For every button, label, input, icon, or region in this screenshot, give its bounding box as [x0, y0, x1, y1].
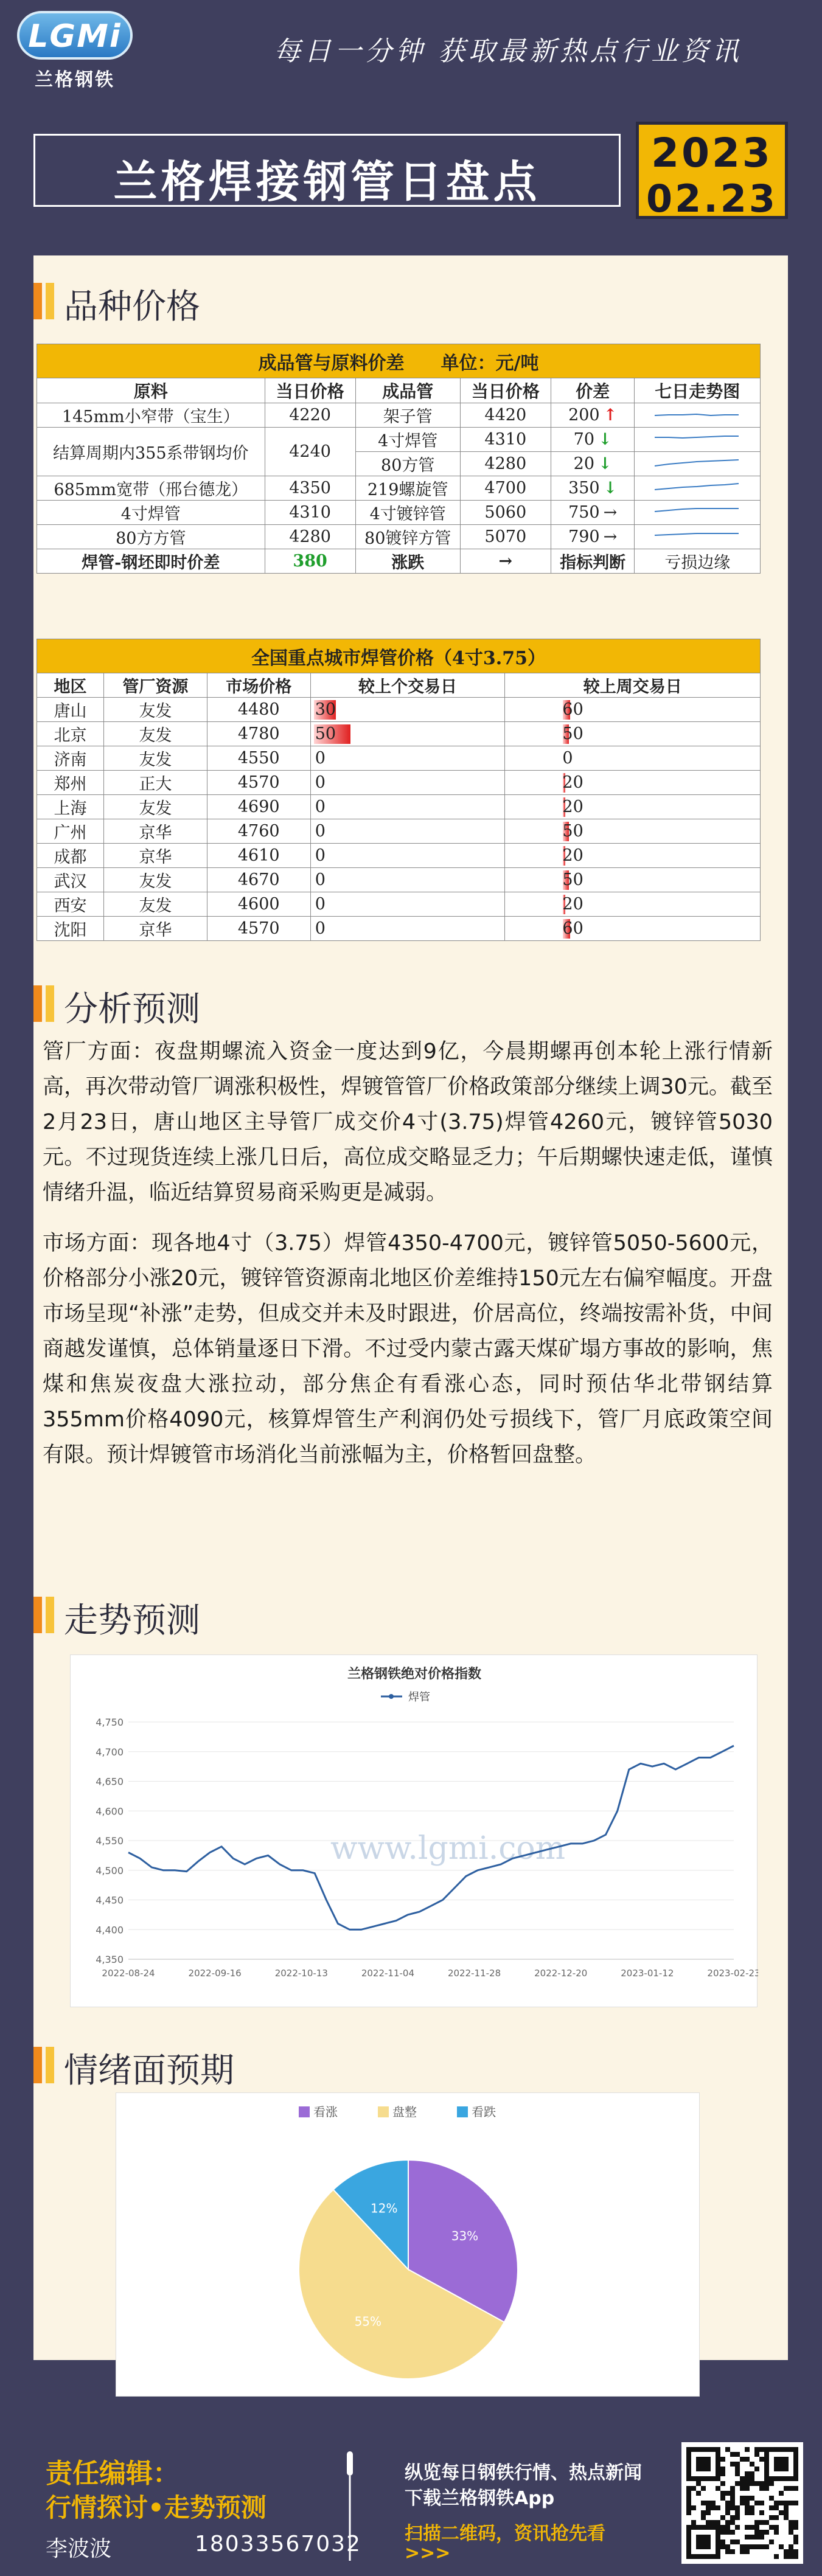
- day-change-cell: [310, 771, 505, 795]
- pipe-price: 4420: [460, 403, 551, 428]
- pipe-price: 5060: [460, 501, 551, 525]
- table-row: [37, 746, 761, 771]
- spread-cell: [551, 525, 635, 549]
- t1-header: 价差: [551, 378, 635, 403]
- qr-code-icon[interactable]: [681, 2442, 803, 2564]
- week-change-value: 20: [562, 895, 583, 914]
- city: 济南: [37, 746, 104, 771]
- day-change-cell: [310, 795, 505, 819]
- mill: 友发: [103, 698, 207, 722]
- legend-label: 看涨: [313, 2105, 338, 2119]
- day-change-value: 0: [315, 797, 326, 816]
- editor-name: 李波波: [46, 2536, 112, 2561]
- week-change-value: 20: [562, 797, 583, 816]
- market-price: 4550: [207, 746, 310, 771]
- day-change-cell: [310, 868, 505, 892]
- week-change-value: 50: [562, 822, 583, 841]
- footer: [0, 2427, 822, 2576]
- pipe-product: 219螺旋管: [355, 476, 460, 501]
- week-change-cell: [505, 892, 761, 917]
- day-change-cell: [310, 698, 505, 722]
- day-change-cell: [310, 917, 505, 941]
- spread-value: 750: [568, 503, 600, 522]
- table-row: [37, 698, 761, 722]
- legend-label: 盘整: [392, 2105, 417, 2119]
- price-index-chart: [70, 1654, 758, 2007]
- market-price: 4480: [207, 698, 310, 722]
- arrow-up-icon: ↑: [603, 406, 618, 425]
- market-price: 4600: [207, 892, 310, 917]
- table-row: [37, 771, 761, 795]
- page-title-box: [33, 134, 621, 207]
- t2-header: 地区: [37, 673, 104, 698]
- y-tick-label: 4,450: [96, 1894, 124, 1906]
- day-change-value: 30: [315, 700, 336, 719]
- sparkline: [652, 406, 743, 420]
- market-price: 4690: [207, 795, 310, 819]
- section-price-title: 品种价格: [64, 287, 200, 327]
- week-change-value: 50: [562, 724, 583, 743]
- mill: 京华: [103, 917, 207, 941]
- legend-swatch: [457, 2106, 468, 2117]
- spread-value: 20: [573, 454, 595, 473]
- market-price: 4780: [207, 722, 310, 746]
- market-price: 4570: [207, 771, 310, 795]
- mill: 友发: [103, 795, 207, 819]
- raw-material: 685mm宽带（邢台德龙）: [37, 476, 265, 501]
- sparkline-cell: [635, 428, 761, 452]
- price-spread-table: [37, 344, 761, 574]
- logo-text: LGMi: [28, 18, 122, 55]
- market-price: 4670: [207, 868, 310, 892]
- week-change-cell: [505, 722, 761, 746]
- mill: 京华: [103, 844, 207, 868]
- x-tick-label: 2022-11-28: [447, 1968, 501, 1979]
- legend-swatch: [299, 2106, 310, 2117]
- pipe-product: 4寸镀锌管: [355, 501, 460, 525]
- t2-header: 较上个交易日: [310, 673, 505, 698]
- city: 沈阳: [37, 917, 104, 941]
- sparkline-cell: [635, 525, 761, 549]
- analysis-market: 市场方面：现各地4寸（3.75）焊管4350-4700元，镀锌管5050-5600元，价格部分小涨20元，镀锌管资源南北地区价差维持150元左右偏窄幅度。开盘市场呈现“补涨”走势，但成交并未及时跟进，价居高位，终端按需补货，中间商越发谨慎，总体销量逐日下滑。不过受内蒙古露天煤矿塌方事故的影响，焦煤和焦炭夜盘大涨拉动，部分焦企有看涨心态，同时预估华北带钢结算355mm价格4090元，核算焊管生产利润仍处亏损线下，管厂月底政策空间有限。预计焊镀管市场消化当前涨幅为主，价格暂回盘整。: [43, 1231, 773, 1467]
- y-tick-label: 4,350: [96, 1954, 124, 1965]
- day-change-value: 0: [315, 895, 326, 914]
- raw-price: 4350: [265, 476, 355, 501]
- pie-chart-svg: [116, 2093, 700, 2397]
- slogan: 每日一分钟 获取最新热点行业资讯: [274, 36, 742, 67]
- mill: 友发: [103, 722, 207, 746]
- pie-label: 12%: [371, 2201, 398, 2216]
- lgmi-logo: [17, 11, 133, 90]
- city: 西安: [37, 892, 104, 917]
- day-change-cell: [310, 746, 505, 771]
- y-tick-label: 4,400: [96, 1924, 124, 1936]
- footer-line2: 下载兰格钢铁App: [405, 2488, 555, 2509]
- t1-header: 当日价格: [265, 378, 355, 403]
- pipe-price: 4700: [460, 476, 551, 501]
- week-change-value: 60: [562, 919, 583, 938]
- arrow-down-icon: ↓: [603, 479, 618, 498]
- table-row: [37, 819, 761, 844]
- pipe-price: 4280: [460, 452, 551, 476]
- microphone-icon: [341, 2451, 359, 2561]
- week-change-cell: [505, 795, 761, 819]
- pipe-product: 80镀锌方管: [355, 525, 460, 549]
- day-change-cell: [310, 892, 505, 917]
- table-row: [37, 428, 761, 452]
- t2-header: 较上周交易日: [505, 673, 761, 698]
- city-price-table: [37, 639, 761, 941]
- table2-title: 全国重点城市焊管价格（4寸3.75）: [37, 639, 761, 673]
- pipe-price: 5070: [460, 525, 551, 549]
- legend-swatch: [378, 2106, 389, 2117]
- table1-title: 成品管与原料价差 单位：元/吨: [37, 344, 761, 378]
- week-change-cell: [505, 917, 761, 941]
- arrow-down-icon: ↓: [598, 454, 612, 473]
- week-change-value: 20: [562, 846, 583, 865]
- page-title: 兰格焊接钢管日盘点: [113, 156, 541, 207]
- footer-line4: >>>: [405, 2543, 451, 2564]
- sparkline: [652, 479, 743, 493]
- watermark-text: www.lgmi.com: [330, 1830, 566, 1867]
- x-tick-label: 2023-02-23: [707, 1968, 758, 1979]
- date-box: [636, 122, 788, 219]
- legend-marker: [389, 1694, 394, 1699]
- city: 唐山: [37, 698, 104, 722]
- spread-value: 200: [568, 406, 600, 425]
- table-row: [37, 868, 761, 892]
- chart-title: 兰格钢铁绝对价格指数: [347, 1667, 482, 1682]
- y-tick-label: 4,500: [96, 1864, 124, 1876]
- analysis-mill: 管厂方面：夜盘期螺流入资金一度达到9亿，今晨期螺再创本轮上涨行情新高，再次带动管厂调涨积极性，焊镀管管厂价格政策部分继续上调30元。截至2月23日，唐山地区主导管厂成交价4寸(3.75)焊管4260元，镀锌管5030元。不过现货连续上涨几日后，高位成交略显乏力；午后期螺快速走低，谨慎情绪升温，临近结算贸易商采购更是减弱。: [43, 1040, 773, 1205]
- raw-material: 80方方管: [37, 525, 265, 549]
- day-change-value: 0: [315, 919, 326, 938]
- week-change-cell: [505, 868, 761, 892]
- table-row: [37, 525, 761, 549]
- mill: 京华: [103, 819, 207, 844]
- day-change-value: 0: [315, 822, 326, 841]
- sparkline: [652, 503, 743, 518]
- raw-price: 4220: [265, 403, 355, 428]
- sentiment-pie-chart: [116, 2092, 700, 2397]
- pipe-product: 4寸焊管: [355, 428, 460, 452]
- pipe-product: 80方管: [355, 452, 460, 476]
- table-row: [37, 844, 761, 868]
- raw-price: 4310: [265, 501, 355, 525]
- t1-header: 成品管: [355, 378, 460, 403]
- date: 02.23: [646, 176, 778, 221]
- y-tick-label: 4,550: [96, 1835, 124, 1847]
- year: 2023: [651, 130, 773, 176]
- y-tick-label: 4,600: [96, 1805, 124, 1817]
- pie-label: 33%: [451, 2229, 479, 2244]
- week-change-value: 0: [562, 749, 573, 768]
- spread-cell: [551, 403, 635, 428]
- section-sentiment-title: 情绪面预期: [64, 2051, 234, 2091]
- week-change-value: 20: [562, 773, 583, 792]
- section-analysis-title: 分析预测: [64, 990, 200, 1029]
- sparkline: [652, 454, 743, 469]
- day-change-cell: [310, 722, 505, 746]
- raw-material: 145mm小窄带（宝生）: [37, 403, 265, 428]
- y-tick-label: 4,650: [96, 1776, 124, 1788]
- mill: 正大: [103, 771, 207, 795]
- spread-value: 70: [573, 430, 595, 449]
- raw-price: 4240: [265, 428, 355, 476]
- t2-header: 市场价格: [207, 673, 310, 698]
- t2-header: 管厂资源: [103, 673, 207, 698]
- day-change-value: 0: [315, 773, 326, 792]
- pie-label: 55%: [354, 2314, 382, 2329]
- city: 广州: [37, 819, 104, 844]
- table-row: [37, 892, 761, 917]
- t1-header: 原料: [37, 378, 265, 403]
- mill: 友发: [103, 746, 207, 771]
- day-change-value: 0: [315, 846, 326, 865]
- raw-material: 4寸焊管: [37, 501, 265, 525]
- table-row: [37, 722, 761, 746]
- x-tick-label: 2022-10-13: [274, 1968, 328, 1979]
- week-change-cell: [505, 771, 761, 795]
- arrow-down-icon: ↓: [598, 430, 612, 449]
- sparkline-cell: [635, 476, 761, 501]
- day-change-value: 50: [315, 724, 336, 743]
- arrow-right-icon: →: [603, 527, 618, 546]
- logo-sub: 兰格钢铁: [35, 69, 115, 91]
- table-row: [37, 501, 761, 525]
- billet-spread-label: 焊管-钢坯即时价差: [37, 549, 265, 574]
- table-row: [37, 476, 761, 501]
- x-tick-label: 2022-09-16: [188, 1968, 242, 1979]
- indicator-value: 亏损边缘: [635, 549, 761, 574]
- spread-cell: [551, 501, 635, 525]
- week-change-value: 60: [562, 700, 583, 719]
- line-chart-svg: [71, 1655, 758, 2008]
- sparkline: [652, 527, 743, 542]
- change-label: 涨跌: [355, 549, 460, 574]
- sparkline: [652, 430, 743, 445]
- editor-label: 责任编辑：: [46, 2458, 179, 2489]
- sparkline-cell: [635, 403, 761, 428]
- spread-value: 790: [568, 527, 600, 546]
- x-tick-label: 2023-01-12: [621, 1968, 674, 1979]
- footer-line1: 纵览每日钢铁行情、热点新闻: [405, 2462, 642, 2484]
- y-tick-label: 4,750: [96, 1717, 124, 1728]
- arrow-right-icon: →: [603, 503, 618, 522]
- billet-spread-value: 380: [265, 549, 355, 574]
- day-change-value: 0: [315, 870, 326, 889]
- week-change-cell: [505, 844, 761, 868]
- spread-cell: [551, 428, 635, 452]
- legend-label: 看跌: [472, 2105, 496, 2119]
- table-row: [37, 917, 761, 941]
- table-row: [37, 795, 761, 819]
- city: 北京: [37, 722, 104, 746]
- week-change-cell: [505, 746, 761, 771]
- change-value: →: [460, 549, 551, 574]
- x-tick-label: 2022-08-24: [102, 1968, 155, 1979]
- week-change-cell: [505, 819, 761, 844]
- week-change-cell: [505, 698, 761, 722]
- pipe-product: 架子管: [355, 403, 460, 428]
- city: 武汉: [37, 868, 104, 892]
- market-price: 4760: [207, 819, 310, 844]
- mill: 友发: [103, 892, 207, 917]
- day-change-cell: [310, 819, 505, 844]
- city: 郑州: [37, 771, 104, 795]
- y-tick-label: 4,700: [96, 1746, 124, 1758]
- header: [0, 0, 822, 106]
- day-change-value: 0: [315, 749, 326, 768]
- day-change-cell: [310, 844, 505, 868]
- section-trend-title: 走势预测: [64, 1601, 200, 1640]
- x-tick-label: 2022-12-20: [534, 1968, 588, 1979]
- pipe-price: 4310: [460, 428, 551, 452]
- t1-header: 七日走势图: [635, 378, 761, 403]
- sparkline-cell: [635, 501, 761, 525]
- spread-cell: [551, 476, 635, 501]
- market-price: 4610: [207, 844, 310, 868]
- editor-phone: 18033567032: [195, 2532, 361, 2557]
- market-price: 4570: [207, 917, 310, 941]
- city: 上海: [37, 795, 104, 819]
- week-change-value: 50: [562, 870, 583, 889]
- spread-value: 350: [568, 479, 600, 498]
- t1-header: 当日价格: [460, 378, 551, 403]
- legend-label: 焊管: [408, 1691, 430, 1704]
- indicator-label: 指标判断: [551, 549, 635, 574]
- mill: 友发: [103, 868, 207, 892]
- raw-price: 4280: [265, 525, 355, 549]
- city: 成都: [37, 844, 104, 868]
- sparkline-cell: [635, 452, 761, 476]
- x-tick-label: 2022-11-04: [361, 1968, 415, 1979]
- raw-material: 结算周期内355系带钢均价: [37, 428, 265, 476]
- footer-line3: 扫描二维码，资讯抢先看: [405, 2523, 605, 2544]
- table-row: [37, 403, 761, 428]
- spread-cell: [551, 452, 635, 476]
- editor-topic: 行情探讨•走势预测: [46, 2493, 266, 2522]
